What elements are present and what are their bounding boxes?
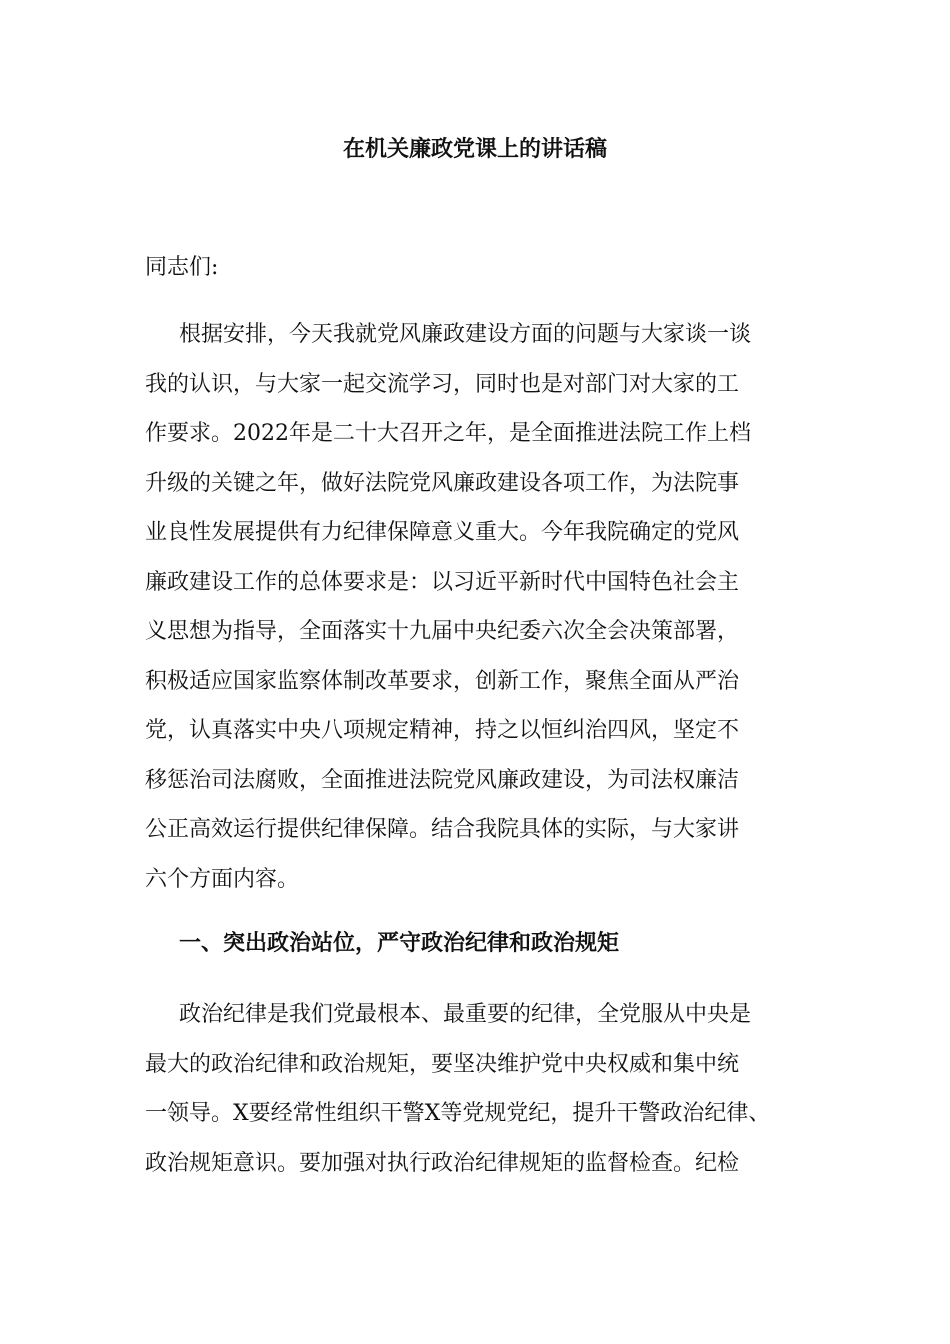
paragraph-line: 廉政建设工作的总体要求是：以习近平新时代中国特色社会主 — [145, 569, 740, 595]
paragraph-line: 义思想为指导，全面落实十九届中央纪委六次全会决策部署， — [145, 619, 740, 644]
paragraph-line: 最大的政治纪律和政治规矩，要坚决维护党中央权威和集中统 — [145, 1051, 740, 1077]
paragraph-line: 升级的关键之年，做好法院党风廉政建设各项工作，为法院事 — [145, 470, 740, 496]
paragraph-line: 党，认真落实中央八项规定精神，持之以恒纠治四风，坚定不 — [145, 718, 740, 743]
paragraph-line: 业良性发展提供有力纪律保障意义重大。今年我院确定的党风 — [145, 520, 740, 545]
paragraph-line: 政治纪律是我们党最根本、最重要的纪律，全党服从中央是 — [179, 1002, 752, 1027]
paragraph-line: 作要求。2022年是二十大召开之年，是全面推进法院工作上档 — [145, 421, 751, 446]
paragraph-line: 我的认识，与大家一起交流学习，同时也是对部门对大家的工 — [145, 371, 740, 397]
paragraph-line: 一领导。X要经常性组织干警X等党规党纪，提升干警政治纪律、 — [145, 1101, 771, 1126]
section-heading: 一、突出政治站位，严守政治纪律和政治规矩 — [179, 931, 620, 956]
paragraph-line: 公正高效运行提供纪律保障。结合我院具体的实际，与大家讲 — [145, 817, 740, 842]
document-title: 在机关廉政党课上的讲话稿 — [342, 137, 607, 162]
salutation: 同志们: — [145, 255, 219, 280]
paragraph-line: 六个方面内容。 — [145, 866, 300, 892]
paragraph-line: 政治规矩意识。要加强对执行政治纪律规矩的监督检查。纪检 — [145, 1150, 740, 1176]
paragraph-line: 根据安排，今天我就党风廉政建设方面的问题与大家谈一谈 — [179, 322, 752, 347]
paragraph-line: 积极适应国家监察体制改革要求，创新工作，聚焦全面从严治 — [145, 668, 740, 694]
paragraph-section1 — [145, 990, 805, 1188]
paragraph-intro — [145, 310, 805, 904]
paragraph-line: 移惩治司法腐败，全面推进法院党风廉政建设，为司法权廉洁 — [145, 767, 740, 793]
